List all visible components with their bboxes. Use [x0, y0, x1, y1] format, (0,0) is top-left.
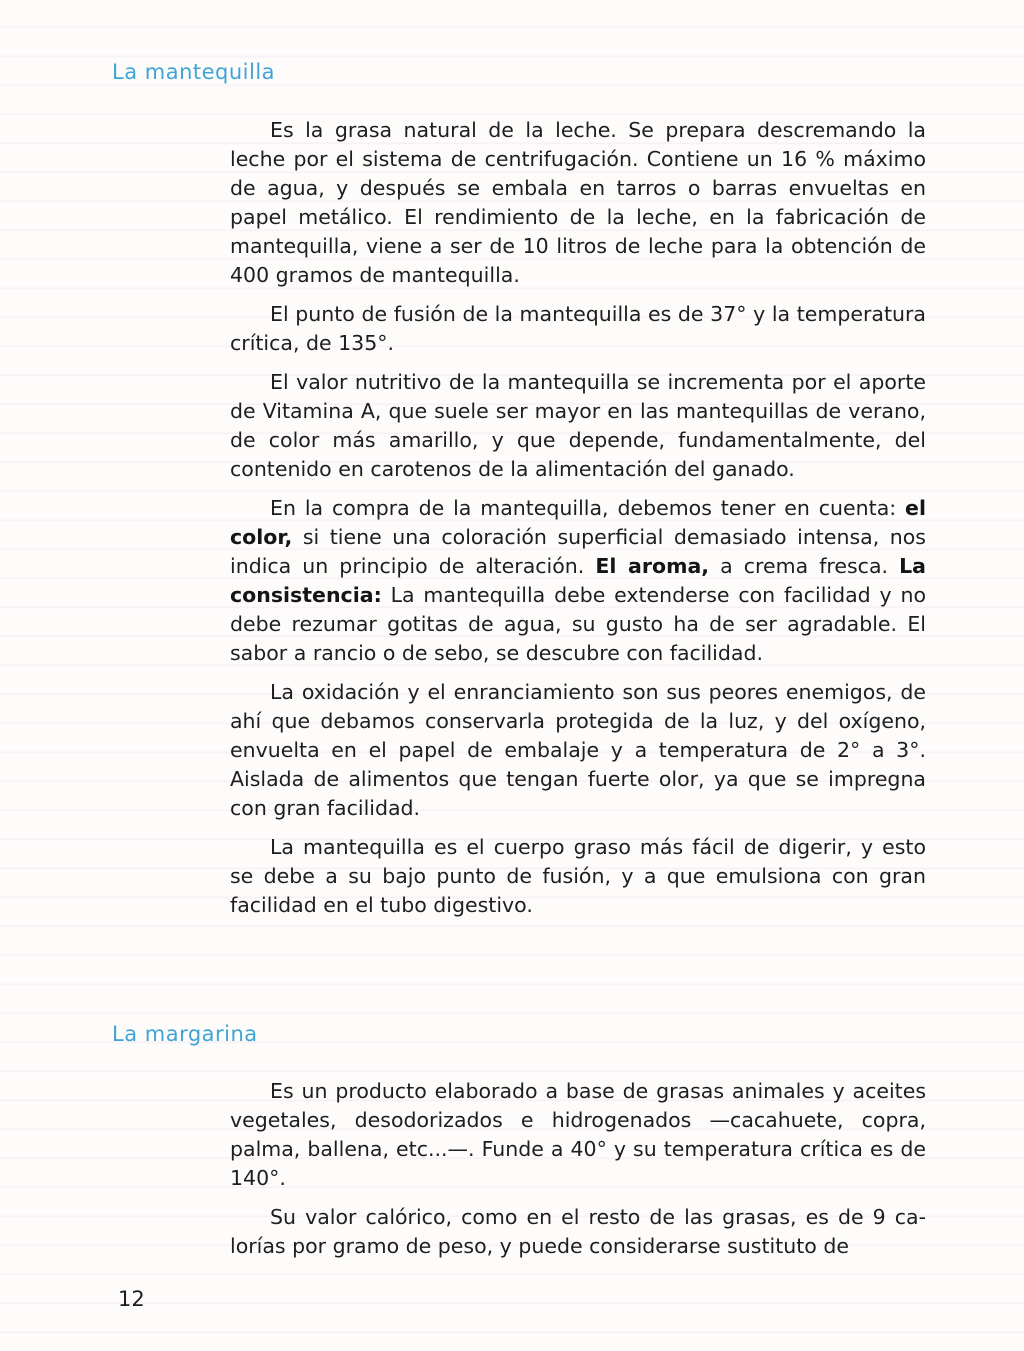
- paragraph: Es la grasa natural de la leche. Se prepara descremando la leche por el sistema de centrifugación. Contiene un 16 % máximo de agua, y después se embala en tarros o barras envueltas en papel metálico. El rendimiento de la leche, en la fabricación de mantequilla, viene a ser de 10 litros de leche para la obtención de 400 gramos de mantequilla.: [230, 118, 926, 287]
- paragraph: El valor nutritivo de la mantequilla se incrementa por el aporte de Vitamina A, que suele ser mayor en las mantequillas de verano, de color más amarillo, y que depende, fundamentalmente, del contenido en carotenos de la alimentación del ganado.: [230, 370, 926, 481]
- paragraph: Es un producto elaborado a base de grasas animales y aceites vegetales, desodorizados e hidrogenados —cacahuete, copra, palma, ballena, etc...—. Funde a 40° y su temperatura crítica es de 140°.: [230, 1079, 926, 1190]
- bold-term-consistencia: La consistencia:: [230, 554, 926, 607]
- section-heading-mantequilla: La mantequilla: [112, 60, 276, 84]
- paragraph: La mantequilla es el cuerpo graso más fácil de digerir, y esto se debe a su bajo punto de fusión, y a que emulsiona con gran facilidad en el tubo digestivo.: [230, 835, 926, 917]
- paragraph-text: La mantequilla debe extenderse con facilidad y no debe rezumar gotitas de agua, su gusto ha de ser agradable. El sabor a rancio o de sebo, se descubre con facilidad.: [230, 583, 926, 665]
- paragraph-purchase-tips: [230, 494, 926, 668]
- paragraph-text: si tiene una coloración superficial demasiado intensa, nos indica un principio de alteración.: [230, 525, 926, 578]
- paragraph: Su valor calórico, como en el resto de las grasas, es de 9 calorías por gramo de peso, y puede considerarse sustituto de: [230, 1205, 926, 1258]
- bold-term-aroma: El aroma,: [595, 554, 710, 578]
- section-body-margarina: [230, 1077, 926, 1271]
- paragraph-text: a crema fresca.: [720, 554, 889, 578]
- section-heading-margarina: La margarina: [112, 1022, 258, 1046]
- paragraph: El punto de fusión de la mantequilla es de 37° y la temperatura crítica, de 135°.: [230, 302, 926, 355]
- paragraph: La oxidación y el enranciamiento son sus peores enemigos, de ahí que debamos conservarla protegida de la luz, y del oxígeno, envuelta en el papel de embalaje y a temperatura de 2° a 3°. Aislada de alimentos que tengan fuerte olor, ya que se impregna con gran facilidad.: [230, 680, 926, 820]
- paragraph-text: En la compra de la mantequilla, debemos tener en cuenta:: [270, 496, 897, 520]
- bold-term-color: el color,: [230, 496, 926, 549]
- section-body-mantequilla: [230, 116, 926, 930]
- page-number: 12: [118, 1287, 145, 1311]
